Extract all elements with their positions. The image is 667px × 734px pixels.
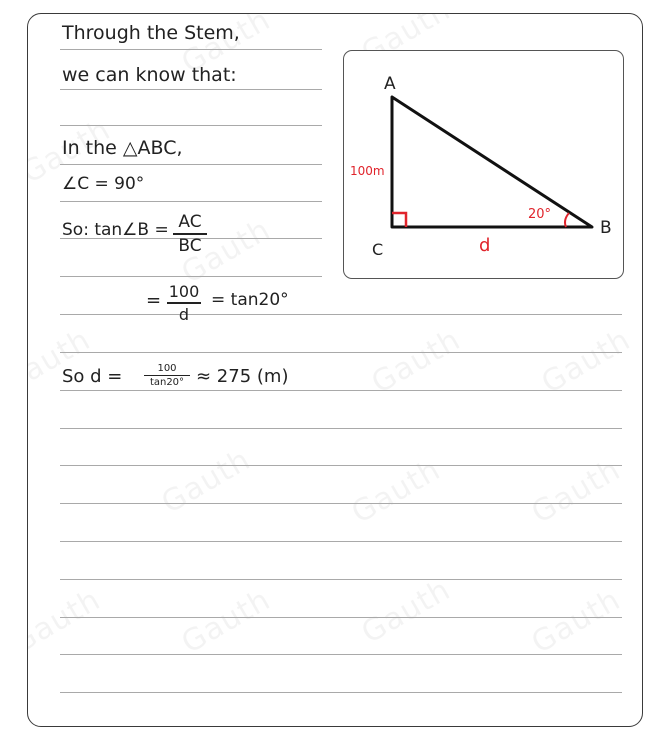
rule-line (60, 503, 622, 504)
watermark (27, 322, 97, 401)
angle-arc-b (565, 213, 569, 227)
triangle-abc (392, 97, 592, 227)
equals-sign: = (146, 290, 162, 311)
line-so-d-prefix: So d = (62, 366, 123, 387)
line-tan-b-prefix: So: tan∠B = (62, 220, 169, 240)
rule-line (60, 390, 622, 391)
rule-line (60, 125, 322, 126)
side-label-bc: d (479, 235, 491, 256)
line-approx-275: ≈ 275 (m) (196, 366, 289, 387)
side-label-ac: 100m (350, 164, 385, 178)
fraction-denominator: d (178, 304, 190, 324)
watermark (526, 582, 627, 661)
triangle-svg (344, 51, 623, 278)
fraction-ac-over-bc (173, 212, 207, 256)
rule-line (60, 49, 322, 50)
fraction-denominator: tan20° (149, 377, 185, 389)
rule-line (60, 579, 622, 580)
rule-line (60, 352, 622, 353)
fraction-100-over-tan20 (144, 363, 190, 388)
watermark (366, 322, 467, 401)
line-equals-tan20: = tan20° (211, 290, 289, 310)
rule-line (60, 465, 622, 466)
rule-line (60, 428, 622, 429)
watermark (536, 322, 637, 401)
line-in-triangle-abc: In the △ABC, (62, 137, 183, 159)
rule-line (60, 692, 622, 693)
angle-label-b: 20° (528, 207, 552, 222)
watermark (176, 582, 277, 661)
rule-line (60, 164, 322, 165)
notebook-page (27, 13, 643, 727)
fraction-numerator: 100 (168, 282, 200, 301)
fraction-bar (167, 302, 201, 304)
line-angle-c-90: ∠C = 90° (62, 174, 145, 194)
rule-line (60, 314, 622, 315)
watermark (27, 582, 107, 661)
vertex-label-c: C (372, 240, 384, 259)
right-angle-marker (392, 213, 406, 227)
rule-line (60, 541, 622, 542)
rule-line (60, 89, 322, 90)
watermark (156, 442, 257, 521)
vertex-label-b: B (600, 218, 612, 238)
line-through-the-stem: Through the Stem, (62, 22, 240, 44)
line-we-can-know: we can know that: (62, 64, 237, 86)
triangle-figure (343, 50, 624, 279)
vertex-label-a: A (384, 74, 396, 94)
rule-line (60, 276, 322, 277)
fraction-bar (173, 233, 207, 235)
rule-line (60, 617, 622, 618)
rule-line (60, 654, 622, 655)
fraction-bar (144, 375, 190, 376)
fraction-numerator: AC (178, 212, 202, 232)
fraction-100-over-d (167, 282, 201, 324)
watermark (356, 572, 457, 651)
rule-line (60, 201, 322, 202)
fraction-numerator: 100 (157, 363, 177, 374)
fraction-denominator: BC (178, 235, 202, 256)
